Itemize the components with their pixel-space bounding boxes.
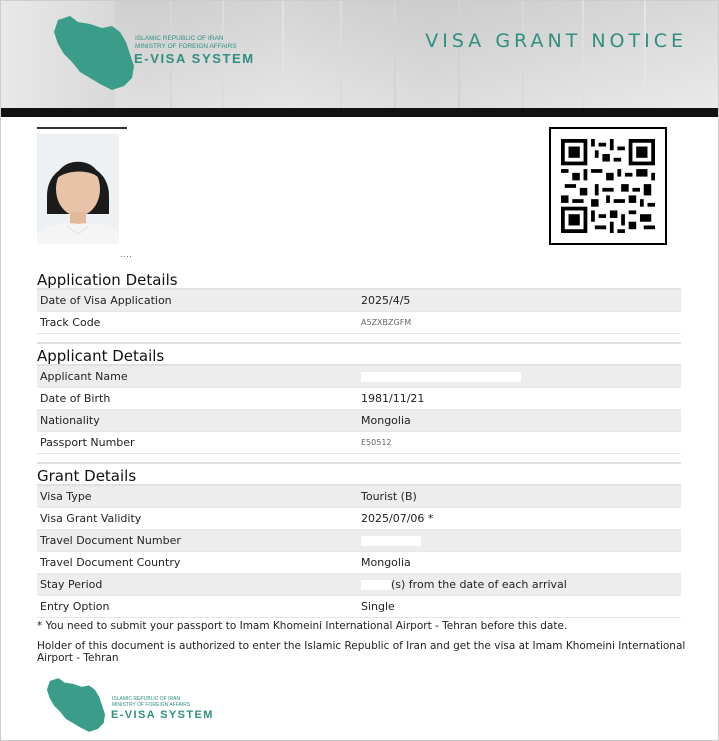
- row-label: Date of Birth: [40, 392, 111, 405]
- application-details-section: [37, 270, 681, 344]
- row-label: Applicant Name: [40, 370, 128, 383]
- footer-logo: [44, 675, 234, 735]
- redaction-block: [361, 580, 391, 590]
- logo-line-country: ISLAMIC REPUBLIC OF IRAN: [112, 696, 181, 702]
- banner-photo-tile: [396, 0, 458, 110]
- row-label: Entry Option: [40, 600, 110, 613]
- section-heading: Grant Details: [37, 466, 681, 486]
- row-label: Travel Document Country: [40, 556, 181, 569]
- row-value: A5ZXBZGFM: [361, 318, 412, 327]
- table-row: [37, 290, 681, 312]
- table-row: [37, 486, 681, 508]
- banner-photo-tile: [284, 0, 340, 110]
- section-heading: Application Details: [37, 270, 681, 290]
- row-value: Mongolia: [361, 556, 411, 569]
- header-logo-title: E-VISA SYSTEM: [134, 51, 255, 66]
- footer-logo-subtitle: [112, 696, 190, 708]
- row-label: Stay Period: [40, 578, 103, 591]
- photo-top-rule: [37, 127, 127, 129]
- row-value: [361, 366, 681, 387]
- logo-line-country: ISLAMIC REPUBLIC OF IRAN: [135, 35, 224, 42]
- table-row: [37, 530, 681, 552]
- table-row: [37, 366, 681, 388]
- table-row: [37, 432, 681, 454]
- redaction-block: [361, 372, 521, 382]
- qr-code-icon: [561, 139, 655, 233]
- iran-map-icon: [50, 14, 138, 92]
- banner-photo-tile: [646, 0, 719, 110]
- row-label: Date of Visa Application: [40, 294, 172, 307]
- row-label: Nationality: [40, 414, 100, 427]
- row-value: 2025/07/06 *: [361, 512, 434, 525]
- row-label: Track Code: [40, 316, 101, 329]
- row-value: 1981/11/21: [361, 392, 425, 405]
- row-value: E50512: [361, 438, 392, 447]
- row-value: 2025/4/5: [361, 294, 411, 307]
- row-value: Tourist (B): [361, 490, 417, 503]
- portrait-image: [37, 134, 119, 244]
- holder-authorization-note: Holder of this document is authorized to enter the Islamic Republic of Iran and get the visa at Imam Khomeini International Airport - Tehran: [37, 640, 686, 664]
- table-row: [37, 508, 681, 530]
- page-title: VISA GRANT NOTICE: [425, 30, 687, 52]
- footer-logo-title: E-VISA SYSTEM: [111, 709, 214, 721]
- row-value: Single: [361, 600, 395, 613]
- row-label: Visa Type: [40, 490, 92, 503]
- table-row: [37, 312, 681, 334]
- table-row: [37, 596, 681, 618]
- table-row: [37, 552, 681, 574]
- iran-map-icon: [44, 675, 108, 735]
- banner-photo-tile: [524, 0, 582, 110]
- section-divider: [37, 334, 681, 344]
- section-heading: Applicant Details: [37, 346, 681, 366]
- applicant-photo: [37, 134, 119, 244]
- row-value-text: (s) from the date of each arrival: [391, 578, 567, 591]
- table-row: [37, 410, 681, 432]
- logo-line-ministry: MINISTRY OF FOREIGN AFFAIRS: [112, 702, 191, 708]
- banner-photo-tile: [460, 0, 522, 110]
- row-label: Travel Document Number: [40, 534, 181, 547]
- header-divider: [0, 108, 719, 117]
- passport-submission-note: * You need to submit your passport to Imam Khomeini International Airport - Tehran before this date.: [37, 620, 568, 632]
- banner-photo-tile: [342, 0, 394, 110]
- row-label: Passport Number: [40, 436, 135, 449]
- logo-line-ministry: MINISTRY OF FOREIGN AFFAIRS: [135, 43, 237, 50]
- row-value: Mongolia: [361, 414, 411, 427]
- header-banner: [0, 0, 719, 110]
- table-row: [37, 574, 681, 596]
- table-row: [37, 388, 681, 410]
- header-logo-subtitle: [135, 35, 237, 51]
- section-divider: [37, 454, 681, 464]
- applicant-details-section: [37, 346, 681, 464]
- grant-details-section: [37, 466, 681, 618]
- row-value: [361, 530, 681, 551]
- row-value: [361, 574, 681, 595]
- photo-caption: ....: [120, 250, 133, 259]
- row-label: Visa Grant Validity: [40, 512, 142, 525]
- redaction-block: [361, 536, 421, 546]
- qr-code: [549, 127, 667, 245]
- banner-photo-tile: [584, 0, 644, 110]
